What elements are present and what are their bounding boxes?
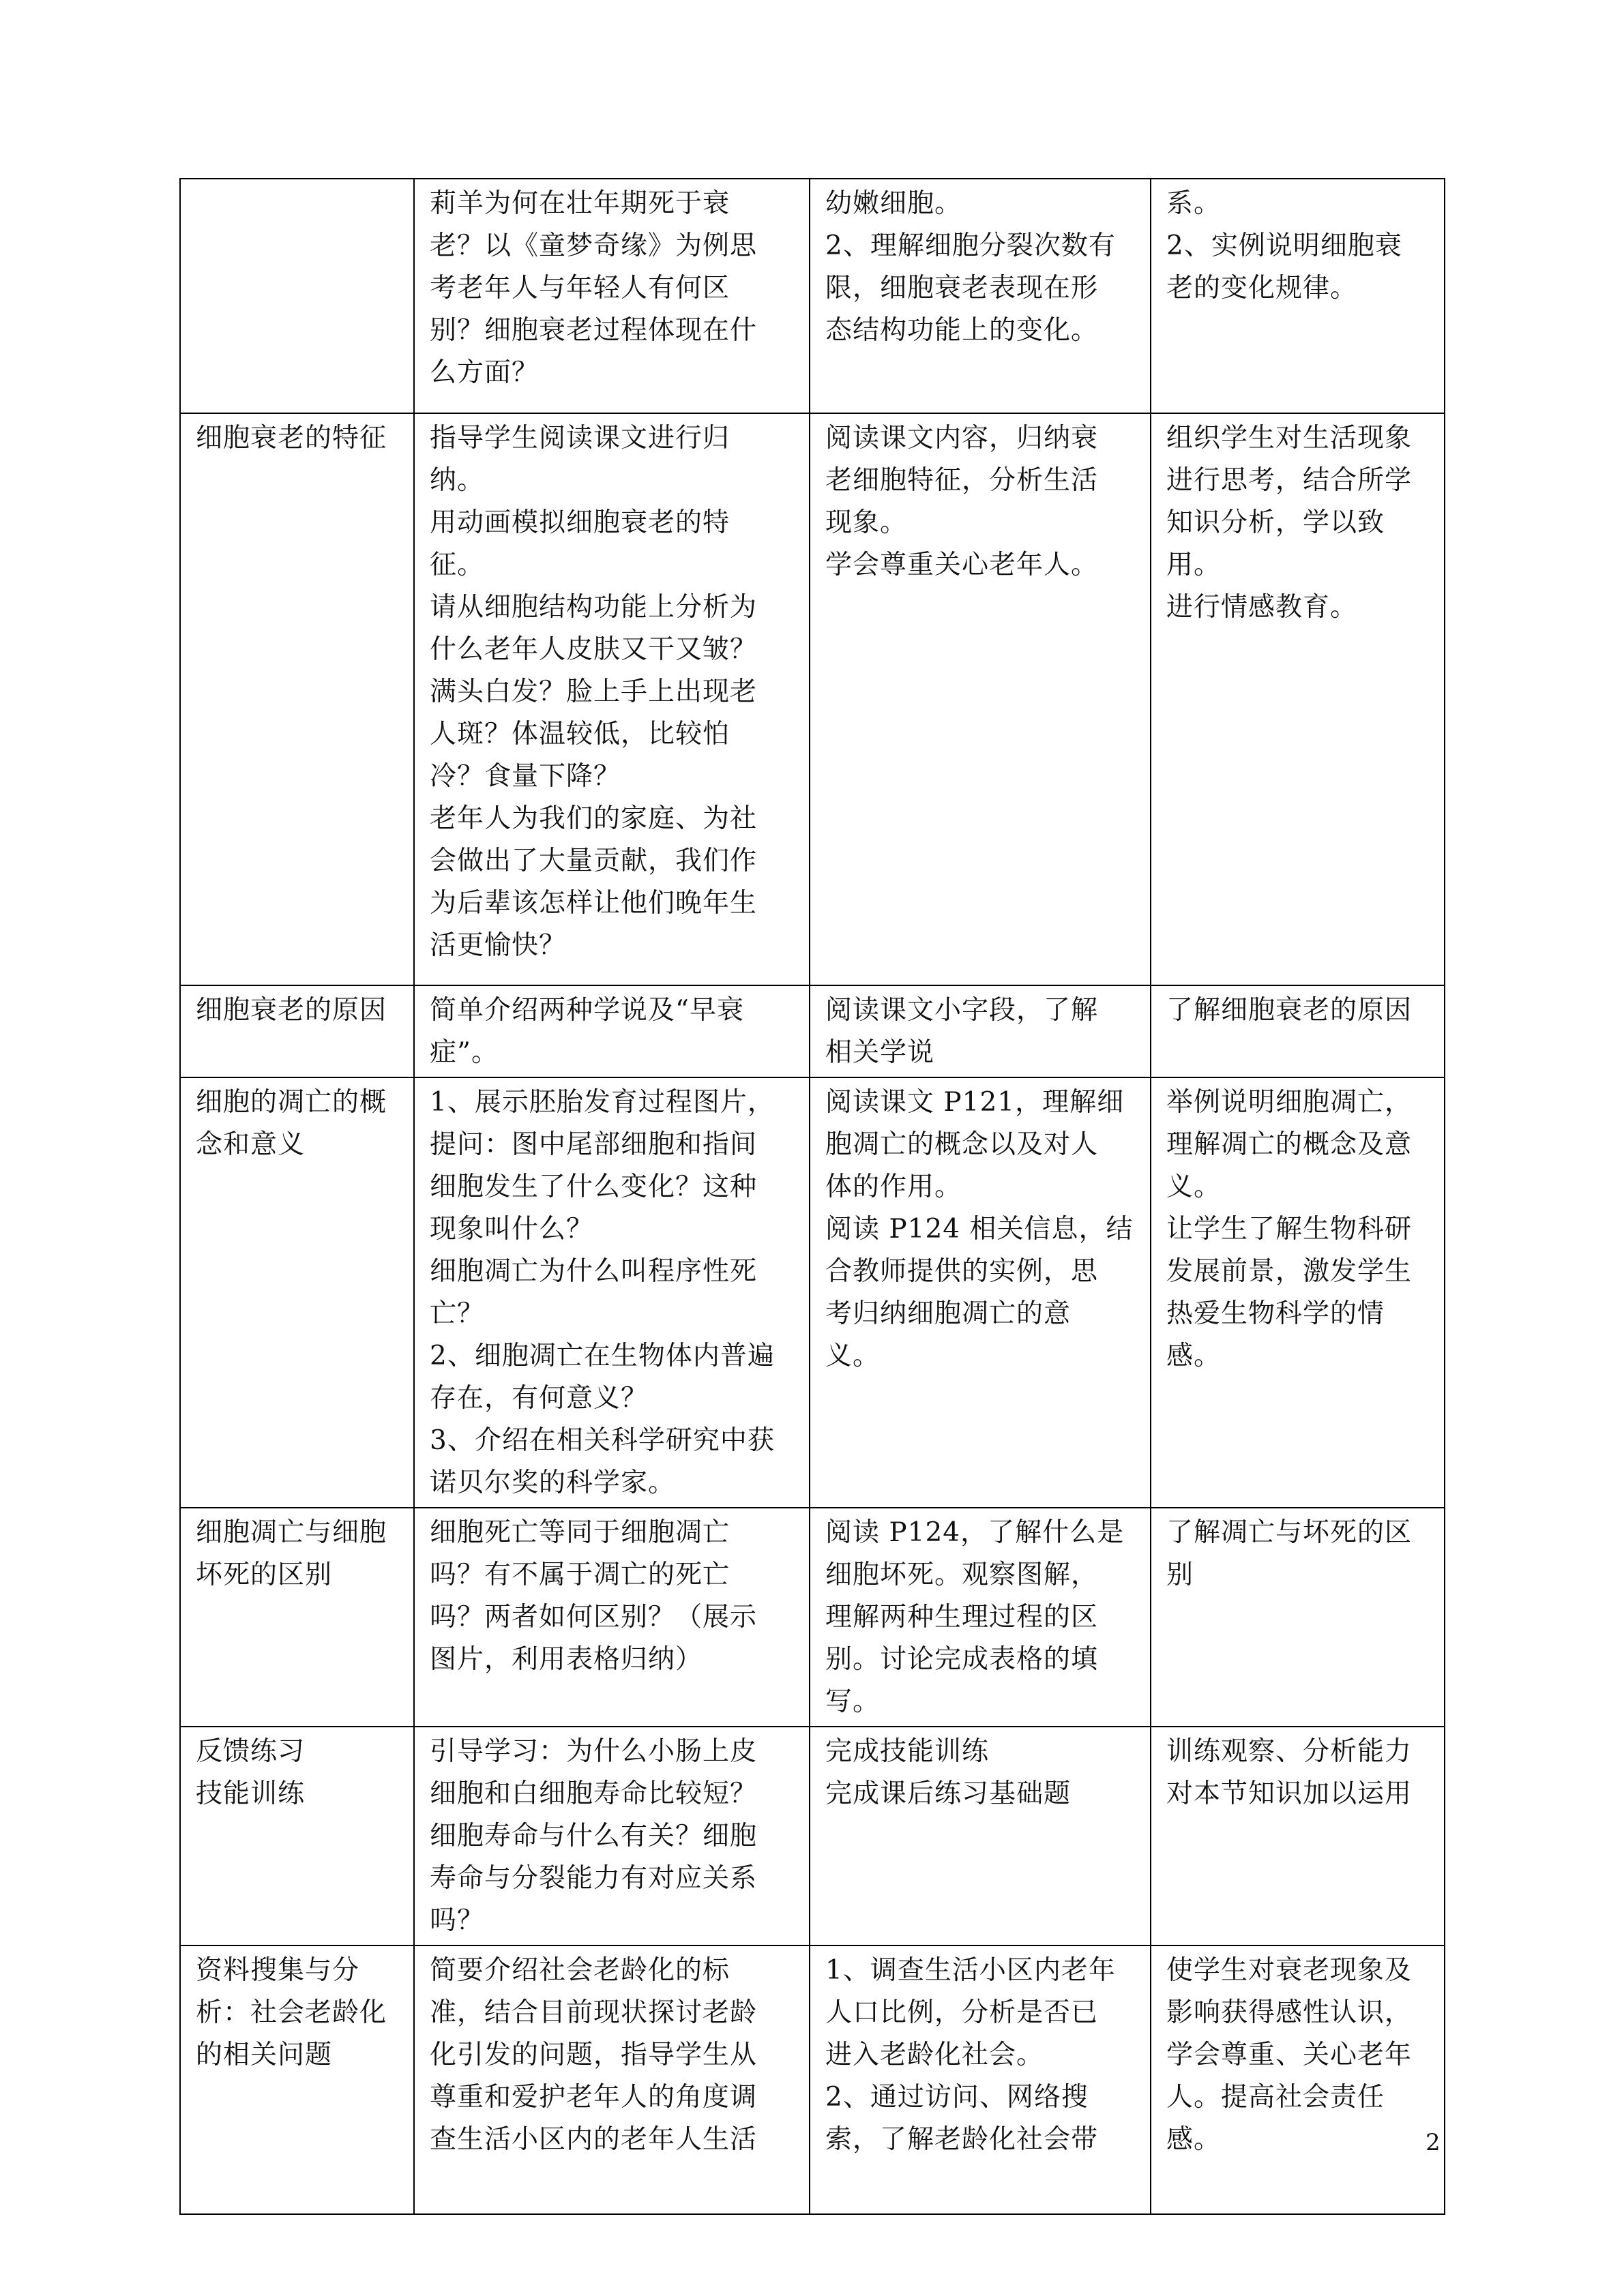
cell-text-line: 别？细胞衰老过程体现在什	[430, 315, 758, 346]
cell-text-line: 细胞发生了什么变化？这种	[430, 1172, 758, 1202]
teacher-activity-cell	[414, 1508, 810, 1727]
cell-text-line: 念和意义	[196, 1129, 306, 1160]
design-intent-cell	[1151, 179, 1445, 413]
cell-text-line: 细胞衰老的原因	[196, 995, 387, 1026]
lesson-plan-table	[179, 178, 1445, 2215]
student-activity-cell	[810, 1077, 1151, 1508]
cell-text-line: 诺贝尔奖的科学家。	[430, 1467, 676, 1498]
cell-text-line: 举例说明细胞凋亡，	[1166, 1087, 1413, 1118]
cell-text-line: 引导学习：为什么小肠上皮	[430, 1736, 758, 1767]
lesson-plan-table-body	[180, 179, 1445, 2214]
cell-text-line: 系。	[1166, 188, 1222, 219]
design-intent-cell	[1151, 985, 1445, 1077]
cell-text-line: 2、实例说明细胞衰	[1166, 230, 1402, 261]
topic-cell	[180, 1508, 414, 1727]
cell-text-line: 限，细胞衰老表现在形	[825, 273, 1099, 303]
cell-text-line: 体的作用。	[825, 1172, 962, 1202]
cell-text-line: 完成技能训练	[825, 1736, 990, 1767]
cell-text-line: 吗？有不属于凋亡的死亡	[430, 1560, 730, 1590]
cell-text-line: 知识分析，学以致	[1166, 507, 1385, 538]
cell-text-line: 考归纳细胞凋亡的意	[825, 1298, 1072, 1329]
cell-text-line: 存在，有何意义？	[430, 1383, 649, 1414]
cell-text-line: 学会尊重、关心老年	[1166, 2040, 1413, 2070]
cell-text-line: 反馈练习	[196, 1736, 306, 1767]
cell-text-line: 2、细胞凋亡在生物体内普遍	[430, 1341, 775, 1371]
cell-text-line: 会做出了大量贡献，我们作	[430, 846, 758, 876]
cell-text-line: 坏死的区别	[196, 1560, 333, 1590]
table-row	[180, 985, 1445, 1077]
cell-text-line: 使学生对衰老现象及	[1166, 1955, 1413, 1986]
cell-text-line: 人。提高社会责任	[1166, 2082, 1385, 2113]
cell-text-line: 阅读课文内容，归纳衰	[825, 423, 1099, 453]
cell-text-line: 技能训练	[196, 1778, 306, 1809]
cell-text-line: 纳。	[430, 465, 485, 496]
student-activity-cell	[810, 985, 1151, 1077]
cell-text-line: 学会尊重关心老年人。	[825, 550, 1099, 580]
cell-text-line: 准，结合目前现状探讨老龄	[430, 1997, 758, 2028]
design-intent-cell	[1151, 1727, 1445, 1945]
cell-text-line: 现象叫什么？	[430, 1214, 594, 1244]
cell-text-line: 发展前景，激发学生	[1166, 1256, 1413, 1287]
cell-text-line: 进入老龄化社会。	[825, 2040, 1044, 2070]
cell-text-line: 老？以《童梦奇缘》为例思	[430, 230, 758, 261]
cell-text-line: 图片，利用表格归纳）	[430, 1644, 703, 1675]
cell-text-line: 细胞和白细胞寿命比较短？	[430, 1778, 758, 1809]
cell-text-line: 什么老年人皮肤又干又皱？	[430, 634, 758, 665]
cell-text-line: 用动画模拟细胞衰老的特	[430, 507, 730, 538]
cell-text-line: 亡？	[430, 1298, 485, 1329]
cell-text-line: 指导学生阅读课文进行归	[430, 423, 730, 453]
design-intent-cell	[1151, 413, 1445, 985]
cell-text-line: 提问：图中尾部细胞和指间	[430, 1129, 758, 1160]
teacher-activity-cell	[414, 413, 810, 985]
cell-text-line: 合教师提供的实例，思	[825, 1256, 1099, 1287]
cell-text-line: 相关学说	[825, 1037, 935, 1068]
cell-text-line: 用。	[1166, 550, 1222, 580]
cell-text-line: 现象。	[825, 507, 908, 538]
cell-text-line: 冷？食量下降？	[430, 761, 621, 792]
table-row	[180, 413, 1445, 985]
cell-text-line: 完成课后练习基础题	[825, 1778, 1072, 1809]
cell-text-line: 细胞凋亡与细胞	[196, 1517, 387, 1548]
cell-text-line: 阅读 P124，了解什么是	[825, 1517, 1125, 1548]
cell-text-line: 细胞寿命与什么有关？细胞	[430, 1821, 758, 1851]
student-activity-cell	[810, 1508, 1151, 1727]
cell-text-line: 满头白发？脸上手上出现老	[430, 676, 758, 707]
cell-text-line: 寿命与分裂能力有对应关系	[430, 1863, 758, 1894]
cell-text-line: 细胞的凋亡的概	[196, 1087, 387, 1118]
cell-text-line: 3、介绍在相关科学研究中获	[430, 1425, 775, 1456]
cell-text-line: 莉羊为何在壮年期死于衰	[430, 188, 730, 219]
cell-text-line: 简单介绍两种学说及“早衰	[430, 995, 744, 1026]
cell-text-line: 别。讨论完成表格的填	[825, 1644, 1099, 1675]
cell-text-line: 老年人为我们的家庭、为社	[430, 803, 758, 834]
topic-cell	[180, 1077, 414, 1508]
cell-text-line: 义。	[825, 1341, 881, 1371]
cell-text-line: 简要介绍社会老龄化的标	[430, 1955, 730, 1986]
cell-text-line: 感。	[1166, 1341, 1222, 1371]
cell-text-line: 尊重和爱护老年人的角度调	[430, 2082, 758, 2113]
cell-text-line: 化引发的问题，指导学生从	[430, 2040, 758, 2070]
cell-text-line: 感。	[1166, 2124, 1222, 2155]
cell-text-line: 态结构功能上的变化。	[825, 315, 1099, 346]
cell-text-line: 的相关问题	[196, 2040, 333, 2070]
cell-text-line: 细胞死亡等同于细胞凋亡	[430, 1517, 730, 1548]
cell-text-line: 老细胞特征，分析生活	[825, 465, 1099, 496]
teacher-activity-cell	[414, 1077, 810, 1508]
student-activity-cell	[810, 1727, 1151, 1945]
teacher-activity-cell	[414, 985, 810, 1077]
cell-text-line: 理解两种生理过程的区	[825, 1602, 1099, 1632]
cell-text-line: 理解凋亡的概念及意	[1166, 1129, 1413, 1160]
cell-text-line: 义。	[1166, 1172, 1222, 1202]
cell-text-line: 索，了解老龄化社会带	[825, 2124, 1099, 2155]
cell-text-line: 1、展示胚胎发育过程图片，	[430, 1087, 775, 1118]
cell-text-line: 写。	[825, 1686, 881, 1717]
cell-text-line: 训练观察、分析能力	[1166, 1736, 1413, 1767]
cell-text-line: 2、通过访问、网络搜	[825, 2082, 1089, 2113]
cell-text-line: 胞凋亡的概念以及对人	[825, 1129, 1099, 1160]
cell-text-line: 影响获得感性认识，	[1166, 1997, 1413, 2028]
cell-text-line: 阅读课文 P121，理解细	[825, 1087, 1125, 1118]
cell-text-line: 请从细胞结构功能上分析为	[430, 592, 758, 623]
teacher-activity-cell	[414, 1727, 810, 1945]
topic-cell	[180, 1727, 414, 1945]
cell-text-line: 了解凋亡与坏死的区	[1166, 1517, 1413, 1548]
cell-text-line: 征。	[430, 550, 485, 580]
teacher-activity-cell	[414, 1945, 810, 2214]
cell-text-line: 让学生了解生物科研	[1166, 1214, 1413, 1244]
cell-text-line: 老的变化规律。	[1166, 273, 1358, 303]
cell-text-line: 查生活小区内的老年人生活	[430, 2124, 758, 2155]
cell-text-line: 2、理解细胞分裂次数有	[825, 230, 1116, 261]
cell-text-line: 考老年人与年轻人有何区	[430, 273, 730, 303]
design-intent-cell	[1151, 1508, 1445, 1727]
student-activity-cell	[810, 179, 1151, 413]
cell-text-line: 吗？两者如何区别？（展示	[430, 1602, 758, 1632]
topic-cell	[180, 413, 414, 985]
table-row	[180, 1077, 1445, 1508]
design-intent-cell	[1151, 1077, 1445, 1508]
table-row	[180, 1508, 1445, 1727]
topic-cell	[180, 985, 414, 1077]
cell-text-line: 别	[1166, 1560, 1194, 1590]
cell-text-line: 了解细胞衰老的原因	[1166, 995, 1413, 1026]
cell-text-line: 进行情感教育。	[1166, 592, 1358, 623]
table-row	[180, 179, 1445, 413]
cell-text-line: 热爱生物科学的情	[1166, 1298, 1385, 1329]
cell-text-line: 组织学生对生活现象	[1166, 423, 1413, 453]
cell-text-line: 析：社会老龄化	[196, 1997, 387, 2028]
cell-text-line: 活更愉快？	[430, 930, 567, 961]
page-number: 2	[1426, 2129, 1441, 2156]
cell-text-line: 细胞坏死。观察图解，	[825, 1560, 1099, 1590]
table-row	[180, 1945, 1445, 2214]
cell-text-line: 进行思考，结合所学	[1166, 465, 1413, 496]
cell-text-line: 阅读课文小字段，了解	[825, 995, 1099, 1026]
student-activity-cell	[810, 413, 1151, 985]
cell-text-line: 细胞凋亡为什么叫程序性死	[430, 1256, 758, 1287]
cell-text-line: 么方面？	[430, 357, 540, 388]
cell-text-line: 幼嫩细胞。	[825, 188, 962, 219]
cell-text-line: 资料搜集与分	[196, 1955, 360, 1986]
cell-text-line: 1、调查生活小区内老年	[825, 1955, 1116, 1986]
cell-text-line: 对本节知识加以运用	[1166, 1778, 1413, 1809]
cell-text-line: 人口比例，分析是否已	[825, 1997, 1099, 2028]
cell-text-line: 吗？	[430, 1905, 485, 1936]
teacher-activity-cell	[414, 179, 810, 413]
cell-text-line: 为后辈该怎样让他们晚年生	[430, 888, 758, 919]
table-row	[180, 1727, 1445, 1945]
design-intent-cell	[1151, 1945, 1445, 2214]
topic-cell	[180, 1945, 414, 2214]
cell-text-line: 症”。	[430, 1037, 499, 1068]
student-activity-cell	[810, 1945, 1151, 2214]
topic-cell	[180, 179, 414, 413]
cell-text-line: 阅读 P124 相关信息，结	[825, 1214, 1134, 1244]
cell-text-line: 人斑？体温较低，比较怕	[430, 719, 730, 749]
cell-text-line: 细胞衰老的特征	[196, 423, 387, 453]
